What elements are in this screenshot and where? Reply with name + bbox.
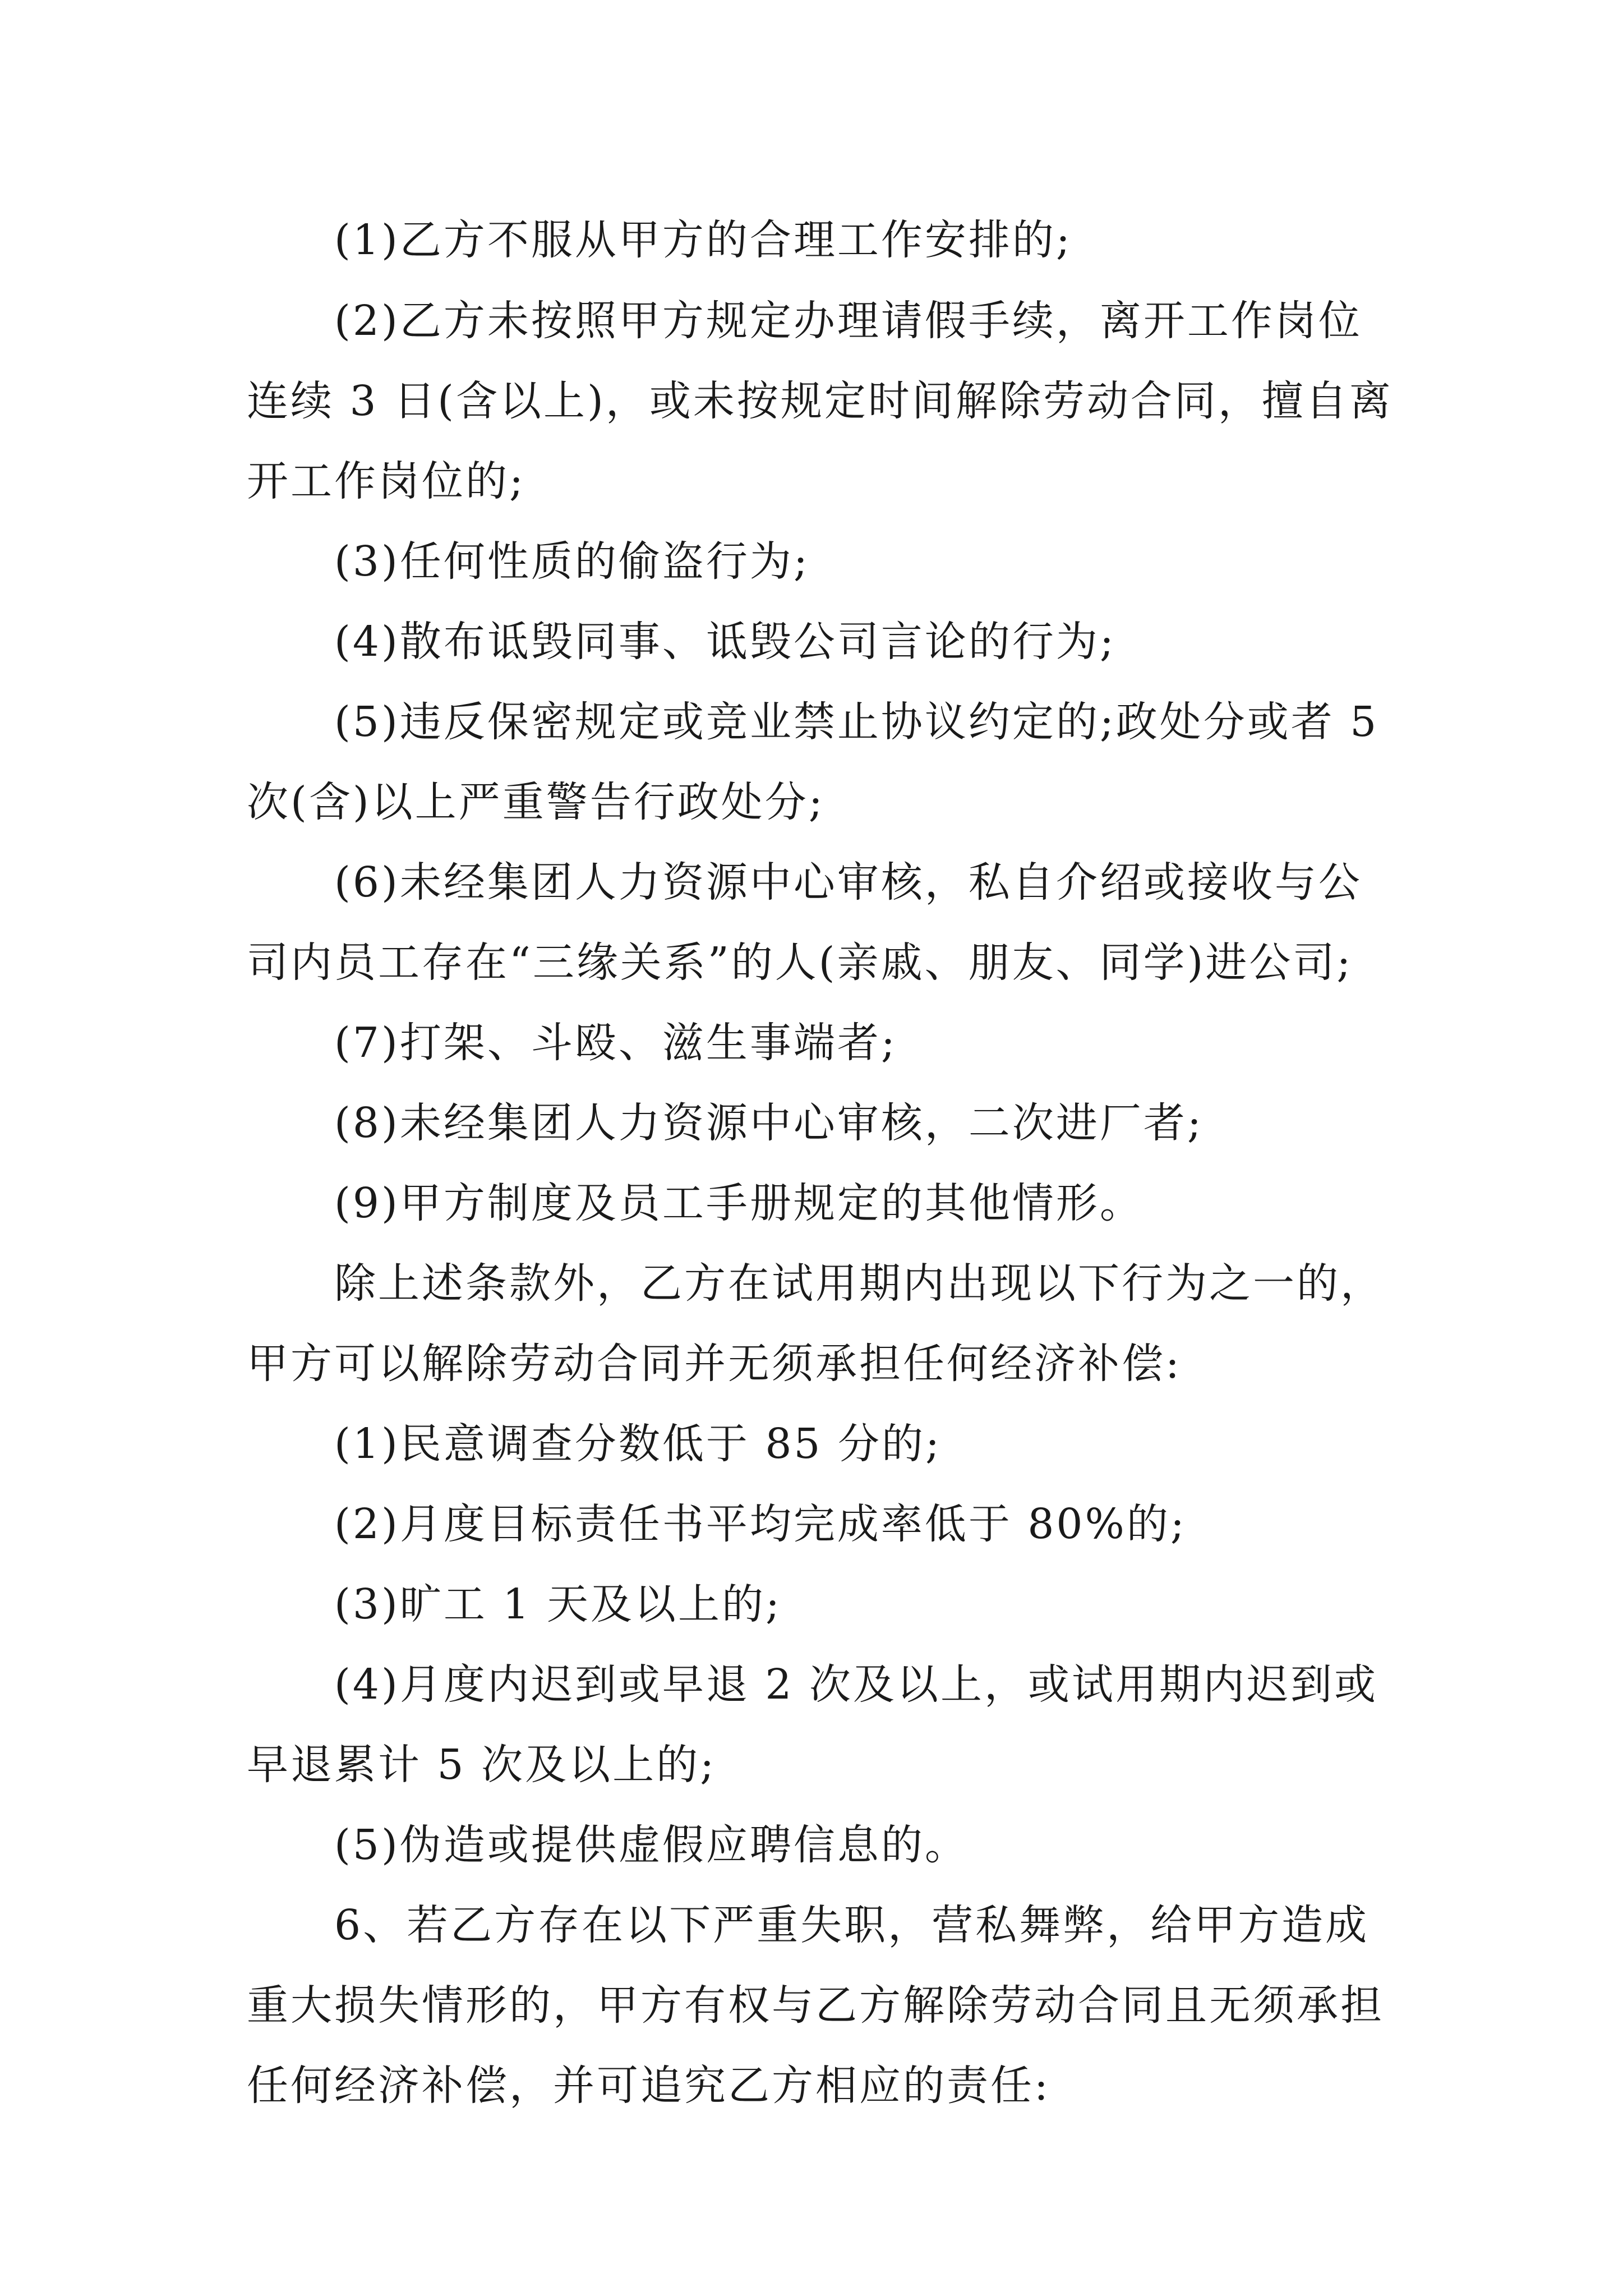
paragraph-line: (4)月度内迟到或早退 2 次及以上，或试用期内迟到或: [334, 1660, 1378, 1709]
paragraph-line: (3)旷工 1 天及以上的;: [334, 1580, 782, 1628]
paragraph-line: 司内员工存在“三缘关系”的人(亲戚、朋友、同学)进公司;: [247, 938, 1353, 987]
paragraph-line: (2)月度目标责任书平均完成率低于 80%的;: [334, 1500, 1187, 1548]
paragraph-line: 开工作岗位的;: [247, 457, 525, 505]
paragraph-line: 除上述条款外，乙方在试用期内出现以下行为之一的，: [334, 1259, 1384, 1308]
paragraph-line: (2)乙方未按照甲方规定办理请假手续，离开工作岗位: [334, 297, 1362, 345]
paragraph-line: (5)伪造或提供虚假应聘信息的。: [334, 1821, 969, 1869]
paragraph-line: 次(含)以上严重警告行政处分;: [247, 778, 825, 826]
paragraph-line: 连续 3 日(含以上)，或未按规定时间解除劳动合同，擅自离: [247, 377, 1393, 425]
paragraph-line: (5)违反保密规定或竞业禁止协议约定的;政处分或者 5: [334, 698, 1379, 746]
paragraph-line: 重大损失情形的，甲方有权与乙方解除劳动合同且无须承担: [247, 1981, 1384, 2030]
paragraph-line: 甲方可以解除劳动合同并无须承担任何经济补偿:: [247, 1340, 1182, 1388]
paragraph-line: (4)散布诋毁同事、诋毁公司言论的行为;: [334, 618, 1116, 666]
paragraph-line: 6、若乙方存在以下严重失职，营私舞弊，给甲方造成: [334, 1901, 1370, 1949]
paragraph-line: (7)打架、斗殴、滋生事端者;: [334, 1019, 897, 1067]
paragraph-line: 任何经济补偿，并可追究乙方相应的责任:: [247, 2062, 1050, 2110]
paragraph-line: (1)乙方不服从甲方的合理工作安排的;: [334, 216, 1072, 264]
paragraph-line: (1)民意调查分数低于 85 分的;: [334, 1420, 942, 1468]
paragraph-line: (8)未经集团人力资源中心审核，二次进厂者;: [334, 1099, 1204, 1147]
paragraph-line: (3)任何性质的偷盗行为;: [334, 537, 810, 586]
paragraph-line: (9)甲方制度及员工手册规定的其他情形。: [334, 1179, 1144, 1227]
paragraph-line: (6)未经集团人力资源中心审核，私自介绍或接收与公: [334, 858, 1362, 907]
paragraph-line: 早退累计 5 次及以上的;: [247, 1741, 717, 1789]
